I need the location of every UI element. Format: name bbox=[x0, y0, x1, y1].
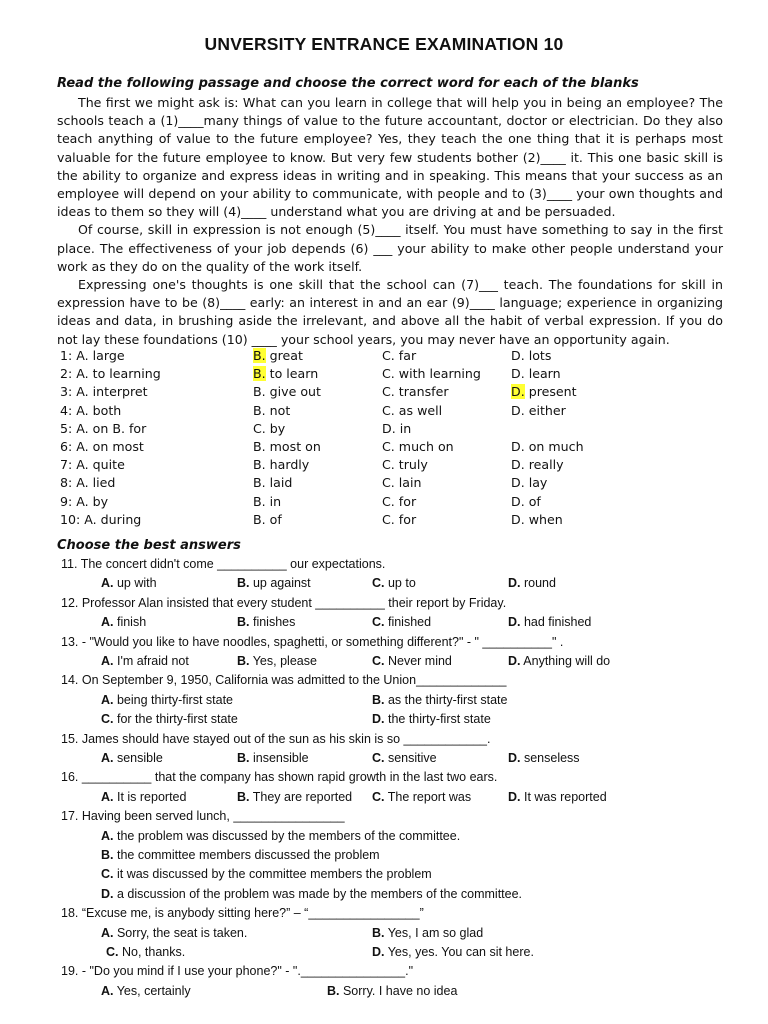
answer-choice: C. No, thanks. bbox=[106, 945, 186, 959]
question-text: 19. - "Do you mind if I use your phone?" - "._______________." bbox=[61, 964, 414, 979]
option-a: 6: A. on most bbox=[60, 439, 144, 454]
option-row bbox=[60, 421, 720, 439]
option-row bbox=[60, 439, 720, 457]
answer-letter: A. bbox=[101, 615, 114, 630]
option-d-letter: D. bbox=[511, 511, 525, 527]
question-text: 12. Professor Alan insisted that every student __________ their report by Friday. bbox=[61, 595, 507, 610]
answer-letter: C. bbox=[372, 576, 385, 591]
answer-letter: B. bbox=[327, 983, 340, 998]
option-a: 4: A. both bbox=[60, 402, 122, 418]
option-b: B. give out bbox=[253, 384, 321, 400]
answer-choice: B. the committee members discussed the problem bbox=[101, 848, 380, 862]
answer-letter: A. bbox=[101, 983, 114, 998]
option-c: D. in bbox=[382, 420, 412, 436]
option-d: D. present bbox=[511, 384, 577, 400]
option-c: C. transfer bbox=[382, 384, 449, 400]
option-a: 5: A. on B. for bbox=[60, 420, 147, 436]
option-b-letter: C. bbox=[253, 420, 266, 436]
answer-choice: D. senseless bbox=[508, 751, 580, 765]
option-a: 3: A. interpret bbox=[60, 384, 148, 400]
answer-letter: A. bbox=[101, 789, 114, 804]
answer-letter: A. bbox=[101, 692, 114, 707]
option-b-letter: B. bbox=[253, 384, 266, 400]
option-c: C. for bbox=[382, 511, 417, 527]
option-d: D. lots bbox=[511, 348, 552, 363]
answer-letter: A. bbox=[101, 925, 114, 940]
answer-letter: B. bbox=[372, 692, 385, 707]
answer-choice: A. I'm afraid not bbox=[101, 654, 189, 668]
answer-choice: B. They are reported bbox=[237, 789, 353, 804]
option-b-letter: B. bbox=[253, 348, 266, 363]
option-c: C. as well bbox=[382, 402, 443, 418]
option-row bbox=[60, 348, 720, 366]
option-row bbox=[60, 384, 720, 402]
option-d: D. learn bbox=[511, 366, 561, 382]
question-text: 13. - "Would you like to have noodles, spaghetti, or something different?" - " __________" . bbox=[61, 634, 564, 649]
option-c: C. much on bbox=[382, 439, 454, 454]
answer-letter: B. bbox=[101, 848, 114, 862]
answer-letter: D. bbox=[508, 789, 521, 804]
option-a: 10: A. during bbox=[60, 511, 142, 527]
option-d: D. lay bbox=[511, 475, 548, 491]
question-text: 17. Having been served lunch, ________________ bbox=[61, 809, 345, 824]
option-d-letter: D. bbox=[511, 457, 525, 473]
answer-choice: A. up with bbox=[101, 576, 157, 591]
option-a: 7: A. quite bbox=[60, 457, 125, 473]
answer-letter: D. bbox=[508, 576, 521, 591]
answer-choice: B. Sorry. I have no idea bbox=[327, 983, 458, 998]
option-d-letter: D. bbox=[511, 402, 525, 418]
option-b-letter: B. bbox=[253, 511, 266, 527]
option-c: C. for bbox=[382, 493, 417, 509]
section2-heading: Choose the best answers bbox=[57, 538, 241, 553]
answer-letter: C. bbox=[372, 789, 385, 804]
answer-letter: C. bbox=[101, 712, 114, 727]
answer-letter: B. bbox=[237, 789, 250, 804]
option-row bbox=[60, 512, 720, 530]
answer-choice: C. The report was bbox=[372, 789, 472, 804]
option-b: B. to learn bbox=[253, 366, 319, 382]
option-d: D. either bbox=[511, 402, 566, 418]
option-d: D. of bbox=[511, 493, 541, 509]
option-a: 2: A. to learning bbox=[60, 366, 161, 382]
answer-choice: A. the problem was discussed by the members of the committee. bbox=[101, 828, 461, 843]
option-row bbox=[60, 366, 720, 384]
answer-letter: C. bbox=[372, 615, 385, 630]
option-a: 9: A. by bbox=[60, 493, 109, 509]
passage-paragraph: Expressing one's thoughts is one skill that the school can (7)___ teach. The foundations for skill in expression have to be (8)____ early: an interest in and an ear (9)____ language; experience in organizing ideas and data, in brushing aside the irrelevant, and above all the habit of verbal expression. If you do not lay these foundations (10) ____ your school years, you may never have an opportunity again. bbox=[57, 277, 723, 347]
answer-choice: B. Yes, I am so glad bbox=[372, 925, 484, 940]
option-b-letter: B. bbox=[253, 402, 266, 418]
option-row bbox=[60, 494, 720, 512]
option-c: C. lain bbox=[382, 475, 422, 491]
answer-letter: D. bbox=[372, 945, 385, 959]
answer-letter: B. bbox=[237, 615, 250, 630]
option-d-letter: D. bbox=[511, 366, 525, 382]
option-b: B. great bbox=[253, 348, 303, 363]
answer-choice: D. a discussion of the problem was made by the members of the committee. bbox=[101, 886, 523, 901]
answer-letter: D. bbox=[508, 615, 521, 630]
option-d-letter: D. bbox=[511, 348, 525, 363]
option-b: B. in bbox=[253, 493, 282, 509]
answer-choice: D. round bbox=[508, 576, 556, 591]
answer-letter: D. bbox=[101, 886, 114, 901]
option-d-letter: D. bbox=[511, 493, 525, 509]
answer-choice: C. sensitive bbox=[372, 751, 437, 765]
answer-choice: D. Anything will do bbox=[508, 654, 611, 668]
option-a: 1: A. large bbox=[60, 348, 125, 363]
option-d-letter: D. bbox=[511, 384, 525, 400]
answer-choice: B. Yes, please bbox=[237, 654, 317, 668]
answer-choice: B. as the thirty-first state bbox=[372, 692, 508, 707]
question-text: 14. On September 9, 1950, California was admitted to the Union_____________ bbox=[61, 673, 507, 688]
option-d: D. when bbox=[511, 511, 563, 527]
question-text: 16. __________ that the company has shown rapid growth in the last two ears. bbox=[61, 770, 498, 785]
answer-choice: A. It is reported bbox=[101, 789, 187, 804]
answer-choice: A. sensible bbox=[101, 751, 163, 765]
answer-letter: D. bbox=[372, 712, 385, 727]
answer-letter: A. bbox=[101, 828, 114, 843]
question-text: 18. “Excuse me, is anybody sitting here?” – “________________” bbox=[61, 906, 424, 921]
answer-letter: C. bbox=[101, 867, 114, 882]
option-row bbox=[60, 457, 720, 475]
answer-choice: C. it was discussed by the committee members the problem bbox=[101, 867, 432, 882]
answer-choice: B. finishes bbox=[237, 615, 296, 630]
answer-choice: C. for the thirty-first state bbox=[101, 712, 238, 727]
option-d-letter: D. bbox=[511, 475, 525, 491]
answer-choice: A. being thirty-first state bbox=[101, 692, 233, 707]
answer-letter: A. bbox=[101, 654, 114, 668]
answer-choice: C. up to bbox=[372, 576, 416, 591]
answer-choice: C. finished bbox=[372, 615, 432, 630]
answer-choice: D. the thirty-first state bbox=[372, 712, 491, 727]
answer-choice: D. had finished bbox=[508, 615, 592, 630]
section1-heading: Read the following passage and choose the correct word for each of the blanks bbox=[57, 76, 639, 91]
option-b-letter: B. bbox=[253, 457, 266, 473]
option-c: C. far bbox=[382, 348, 417, 363]
answer-letter: B. bbox=[237, 576, 250, 591]
option-b-letter: B. bbox=[253, 366, 266, 382]
answer-letter: A. bbox=[101, 751, 114, 765]
option-d: D. on much bbox=[511, 439, 584, 454]
option-b-letter: B. bbox=[253, 475, 266, 491]
answer-choice: D. It was reported bbox=[508, 789, 607, 804]
option-b: B. of bbox=[253, 511, 282, 527]
option-c: C. truly bbox=[382, 457, 428, 473]
answer-letter: B. bbox=[372, 925, 385, 940]
answer-letter: D. bbox=[508, 751, 521, 765]
passage-paragraph: Of course, skill in expression is not enough (5)____ itself. You must have something to say in the first place. The effectiveness of your job depends (6) ___ your ability to make other people understand your work as they do on the quality of the work itself. bbox=[57, 222, 723, 274]
answer-choice: C. Never mind bbox=[372, 654, 452, 668]
option-b: B. hardly bbox=[253, 457, 310, 473]
answer-choice: A. Sorry, the seat is taken. bbox=[101, 925, 248, 940]
reading-passage bbox=[57, 94, 723, 349]
option-b-letter: B. bbox=[253, 439, 266, 454]
option-d-letter: D. bbox=[511, 439, 525, 454]
answer-letter: C. bbox=[372, 654, 385, 668]
answer-choice: B. up against bbox=[237, 576, 311, 591]
answer-letter: D. bbox=[508, 654, 521, 668]
question-text: 15. James should have stayed out of the sun as his skin is so ____________. bbox=[61, 731, 491, 746]
answer-letter: B. bbox=[237, 751, 250, 765]
answer-letter: A. bbox=[101, 576, 114, 591]
option-c: C. with learning bbox=[382, 366, 481, 382]
answer-choice: A. finish bbox=[101, 615, 147, 630]
exam-title: UNVERSITY ENTRANCE EXAMINATION 10 bbox=[204, 34, 564, 54]
passage-paragraph: The first we might ask is: What can you learn in college that will help you in being an employee? The schools teach a (1)____many things of value to the future accountant, doctor or electrician. Do they also teach anything of value to the future employee? Yes, they teach the one thing that it is perhaps most valuable for the future employee to know. But very few students bother (2)____ it. This one basic skill is the ability to organize and express ideas in writing and in speaking. This means that your success as an employee will depend on your ability to communicate, with people and to (3)____ your own thoughts and ideas to them so they will (4)____ understand what you are driving at and be persuaded. bbox=[57, 95, 723, 220]
option-row bbox=[60, 475, 720, 493]
option-b: B. laid bbox=[253, 475, 293, 491]
answer-choice: B. insensible bbox=[237, 751, 309, 765]
option-b: B. not bbox=[253, 402, 291, 418]
option-d: D. really bbox=[511, 457, 564, 473]
answer-letter: C. bbox=[372, 751, 385, 765]
answer-choice: D. Yes, yes. You can sit here. bbox=[372, 945, 534, 959]
answer-letter: C. bbox=[106, 945, 119, 959]
option-b: C. by bbox=[253, 420, 286, 436]
option-row bbox=[60, 403, 720, 421]
answer-choice: A. Yes, certainly bbox=[101, 983, 191, 998]
option-a: 8: A. lied bbox=[60, 475, 116, 491]
option-b: B. most on bbox=[253, 439, 321, 454]
question-text: 11. The concert didn't come __________ our expectations. bbox=[61, 557, 386, 571]
option-b-letter: B. bbox=[253, 493, 266, 509]
answer-letter: B. bbox=[237, 654, 250, 668]
